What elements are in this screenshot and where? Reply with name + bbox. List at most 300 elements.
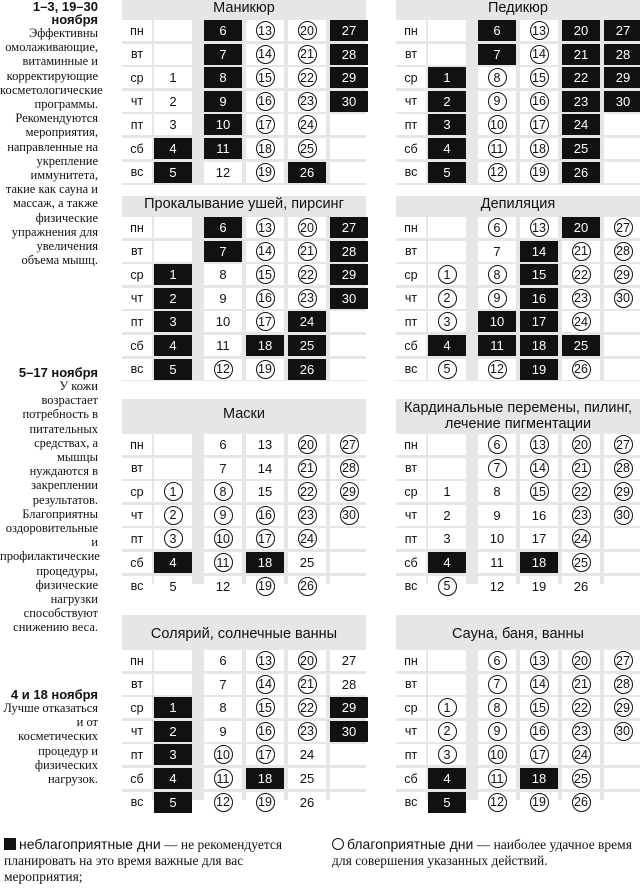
- sidebar-text: Эффективны омолаживающие, витаминные и корректирующие косметологические программы. Рекомендуются мероприятия, направленные на укрепление иммунитета, такие как сауна и массаж, а также физические упражнения для увеличения объема мышц.: [0, 26, 103, 268]
- favorable-day-circle: 14: [256, 45, 275, 64]
- day-cell: [562, 505, 600, 526]
- day-cell: 6: [204, 20, 242, 41]
- day-cell: [330, 458, 368, 479]
- calendar-panel: [396, 615, 640, 810]
- favorable-day-circle: 15: [256, 68, 275, 87]
- day-cell: [478, 162, 516, 183]
- favorable-day-circle: 23: [298, 506, 317, 525]
- favorable-day-circle: 14: [256, 242, 275, 261]
- favorable-day-circle: 28: [614, 242, 633, 261]
- favorable-day-circle: 2: [438, 722, 457, 741]
- weekday-label: ср: [396, 481, 426, 502]
- day-cell: [562, 311, 600, 332]
- day-cell: 18: [246, 768, 284, 789]
- day-cell: [246, 650, 284, 671]
- day-cell: [288, 217, 326, 238]
- empty-cell: [604, 792, 640, 813]
- day-cell: [428, 576, 466, 597]
- day-cell: 18: [246, 552, 284, 573]
- day-cell: [428, 721, 466, 742]
- favorable-day-circle: 12: [214, 793, 233, 812]
- day-cell: [288, 114, 326, 135]
- favorable-day-circle: 11: [214, 553, 233, 572]
- day-cell: [562, 481, 600, 502]
- weekday-label: вс: [396, 359, 426, 380]
- day-cell: [154, 528, 192, 549]
- day-cell: 8: [478, 481, 516, 502]
- weekday-label: сб: [122, 768, 152, 789]
- sidebar-block-2: [0, 366, 98, 635]
- favorable-day-circle: 1: [438, 265, 457, 284]
- day-cell: [246, 697, 284, 718]
- day-cell: 12: [478, 576, 516, 597]
- day-cell: 30: [330, 91, 368, 112]
- empty-cell: [428, 20, 466, 41]
- day-cell: [478, 650, 516, 671]
- favorable-day-circle: 11: [488, 769, 507, 788]
- day-cell: [246, 44, 284, 65]
- empty-cell: [154, 650, 192, 671]
- day-cell: 5: [428, 792, 466, 813]
- day-cell: [204, 552, 242, 573]
- day-cell: 25: [288, 335, 326, 356]
- favorable-day-circle: 16: [256, 506, 275, 525]
- day-cell: 26: [288, 359, 326, 380]
- day-cell: [520, 217, 558, 238]
- weekday-label: пт: [396, 114, 426, 135]
- day-cell: 14: [246, 458, 284, 479]
- favorable-day-circle: 19: [256, 793, 275, 812]
- day-cell: 4: [154, 335, 192, 356]
- day-cell: 4: [428, 335, 466, 356]
- day-cell: [428, 744, 466, 765]
- favorable-day-circle: 25: [572, 769, 591, 788]
- sidebar-block-1: [0, 0, 103, 268]
- favorable-day-circle: 11: [488, 139, 507, 158]
- empty-cell: [154, 44, 192, 65]
- favorable-day-circle: 14: [530, 459, 549, 478]
- day-cell: [562, 744, 600, 765]
- day-cell: [562, 434, 600, 455]
- day-cell: 20: [562, 20, 600, 41]
- day-cell: 27: [604, 20, 640, 41]
- day-cell: [604, 505, 640, 526]
- favorable-day-circle: 2: [438, 289, 457, 308]
- sidebar-text: У кожи возрастает потребность в питательных средствах, а мышцы нуждаются в закреплении результатов. Благоприятны оздоровительные и профилактические процедуры, физические нагрузки способствуют снижению веса.: [0, 379, 100, 635]
- day-cell: [204, 528, 242, 549]
- favorable-day-circle: 23: [572, 506, 591, 525]
- favorable-day-circle: 2: [164, 506, 183, 525]
- day-cell: 26: [288, 792, 326, 813]
- day-cell: 12: [204, 576, 242, 597]
- weekday-label: вт: [122, 458, 152, 479]
- favorable-day-circle: 23: [572, 722, 591, 741]
- day-cell: 5: [154, 162, 192, 183]
- day-cell: [246, 217, 284, 238]
- panel-title: Прокалывание ушей, пирсинг: [144, 196, 344, 212]
- day-cell: [288, 241, 326, 262]
- empty-cell: [330, 792, 368, 813]
- day-cell: [246, 241, 284, 262]
- day-cell: [288, 138, 326, 159]
- day-cell: 5: [428, 162, 466, 183]
- day-cell: 2: [154, 721, 192, 742]
- weekday-label: чт: [396, 91, 426, 112]
- day-cell: 24: [288, 311, 326, 332]
- day-cell: 28: [330, 674, 368, 695]
- favorable-day-circle: 14: [530, 675, 549, 694]
- day-cell: [478, 458, 516, 479]
- day-cell: 10: [478, 311, 516, 332]
- day-cell: 11: [478, 335, 516, 356]
- empty-cell: [428, 674, 466, 695]
- weekday-label: пт: [122, 528, 152, 549]
- favorable-day-circle: 17: [256, 312, 275, 331]
- empty-cell: [428, 458, 466, 479]
- weekday-label: вт: [396, 44, 426, 65]
- calendar-panel: [122, 196, 366, 381]
- day-cell: [478, 721, 516, 742]
- favorable-day-circle: 20: [298, 21, 317, 40]
- favorable-day-circle: 15: [530, 698, 549, 717]
- day-cell: 29: [330, 264, 368, 285]
- day-cell: [330, 481, 368, 502]
- legend-good-label: благоприятные дни: [347, 836, 474, 852]
- day-cell: [604, 721, 640, 742]
- favorable-day-circle: 10: [214, 745, 233, 764]
- favorable-day-circle: 1: [438, 698, 457, 717]
- favorable-day-circle: 28: [614, 459, 633, 478]
- weekday-label: чт: [396, 721, 426, 742]
- day-cell: [288, 576, 326, 597]
- day-cell: 2: [428, 505, 466, 526]
- favorable-day-circle: 21: [572, 242, 591, 261]
- day-cell: 25: [288, 552, 326, 573]
- legend-bad-label: неблагоприятные дни: [19, 836, 161, 852]
- weekday-label: пт: [122, 311, 152, 332]
- favorable-day-circle: 15: [530, 68, 549, 87]
- weekday-label: чт: [396, 288, 426, 309]
- favorable-day-circle: 14: [530, 45, 549, 64]
- day-cell: 24: [288, 744, 326, 765]
- favorable-day-circle: 21: [298, 242, 317, 261]
- favorable-day-circle: 12: [214, 360, 233, 379]
- favorable-day-circle: 19: [530, 163, 549, 182]
- day-cell: [604, 264, 640, 285]
- favorable-day-circle: 16: [256, 289, 275, 308]
- day-cell: [478, 697, 516, 718]
- favorable-day-circle: 13: [256, 21, 275, 40]
- panel-title: Кардинальные перемены, пилинг, лечение пигментации: [403, 400, 633, 432]
- favorable-day-circle: 26: [572, 793, 591, 812]
- empty-cell: [604, 138, 640, 159]
- favorable-day-circle: 30: [614, 722, 633, 741]
- empty-cell: [604, 552, 640, 573]
- favorable-day-circle: 22: [572, 265, 591, 284]
- day-cell: [204, 481, 242, 502]
- favorable-day-circle: 8: [214, 482, 233, 501]
- empty-cell: [330, 162, 368, 183]
- favorable-day-circle: 26: [298, 577, 317, 596]
- day-cell: 1: [428, 481, 466, 502]
- day-cell: 15: [246, 481, 284, 502]
- weekday-label: пн: [396, 20, 426, 41]
- day-cell: [478, 217, 516, 238]
- calendar-panel: [396, 196, 640, 381]
- weekday-label: вт: [396, 674, 426, 695]
- day-cell: [428, 264, 466, 285]
- weekday-label: сб: [122, 552, 152, 573]
- favorable-day-circle: 27: [614, 435, 633, 454]
- weekday-label: вт: [396, 458, 426, 479]
- favorable-day-circle: 6: [488, 218, 507, 237]
- weekday-label: ср: [122, 264, 152, 285]
- day-cell: [604, 241, 640, 262]
- day-cell: [288, 481, 326, 502]
- weekday-label: вс: [396, 576, 426, 597]
- day-cell: [204, 744, 242, 765]
- weekday-label: сб: [396, 552, 426, 573]
- day-cell: 3: [154, 114, 192, 135]
- empty-cell: [330, 311, 368, 332]
- calendar-panel: [122, 615, 366, 810]
- favorable-day-circle: 7: [488, 459, 507, 478]
- day-cell: 16: [520, 288, 558, 309]
- favorable-day-circle: 19: [256, 163, 275, 182]
- day-cell: 28: [330, 44, 368, 65]
- favorable-day-circle: 29: [614, 482, 633, 501]
- favorable-day-circle: 24: [572, 312, 591, 331]
- favorable-day-circle: 10: [488, 745, 507, 764]
- day-cell: 25: [562, 335, 600, 356]
- day-cell: 27: [330, 217, 368, 238]
- day-cell: 13: [246, 434, 284, 455]
- day-cell: [562, 650, 600, 671]
- empty-cell: [330, 576, 368, 597]
- favorable-day-circle: 8: [488, 265, 507, 284]
- day-cell: [428, 288, 466, 309]
- day-cell: [246, 114, 284, 135]
- favorable-day-circle: 9: [214, 506, 233, 525]
- weekday-label: пн: [122, 217, 152, 238]
- day-cell: [288, 20, 326, 41]
- day-cell: [562, 359, 600, 380]
- day-cell: 22: [562, 67, 600, 88]
- day-cell: 11: [478, 552, 516, 573]
- day-cell: 24: [562, 114, 600, 135]
- favorable-day-circle: 5: [438, 360, 457, 379]
- favorable-day-circle: 24: [572, 529, 591, 548]
- empty-cell: [604, 528, 640, 549]
- favorable-day-circle: 27: [614, 651, 633, 670]
- day-cell: 15: [520, 264, 558, 285]
- favorable-day-circle: 27: [340, 435, 359, 454]
- day-cell: [562, 768, 600, 789]
- day-cell: [204, 359, 242, 380]
- favorable-day-circle: 16: [530, 722, 549, 741]
- weekday-label: пн: [122, 20, 152, 41]
- day-cell: [246, 505, 284, 526]
- day-cell: [288, 91, 326, 112]
- day-cell: [604, 458, 640, 479]
- favorable-day-circle: 8: [488, 68, 507, 87]
- day-cell: [246, 576, 284, 597]
- day-cell: [604, 697, 640, 718]
- favorable-day-circle: 13: [256, 651, 275, 670]
- day-cell: [288, 528, 326, 549]
- favorable-day-circle: 13: [256, 218, 275, 237]
- weekday-label: вт: [396, 241, 426, 262]
- favorable-day-circle: 30: [614, 289, 633, 308]
- day-cell: [520, 20, 558, 41]
- favorable-day-circle: 24: [298, 115, 317, 134]
- day-cell: [246, 744, 284, 765]
- day-cell: [478, 91, 516, 112]
- empty-cell: [604, 162, 640, 183]
- empty-cell: [428, 434, 466, 455]
- day-cell: 11: [204, 335, 242, 356]
- favorable-day-circle: 9: [488, 722, 507, 741]
- day-cell: 17: [520, 311, 558, 332]
- empty-cell: [604, 114, 640, 135]
- day-cell: 17: [520, 528, 558, 549]
- day-cell: 25: [288, 768, 326, 789]
- sidebar-text: Лучше отказаться и от косметических процедур и физических нагрузок.: [3, 701, 98, 787]
- favorable-day-circle: 29: [614, 265, 633, 284]
- day-cell: 18: [520, 335, 558, 356]
- empty-cell: [604, 335, 640, 356]
- legend: [0, 826, 640, 893]
- day-cell: 3: [428, 528, 466, 549]
- weekday-label: сб: [122, 335, 152, 356]
- weekday-label: вс: [122, 792, 152, 813]
- day-cell: [246, 359, 284, 380]
- day-cell: 7: [204, 241, 242, 262]
- day-cell: 2: [428, 91, 466, 112]
- favorable-day-circle: 24: [298, 529, 317, 548]
- day-cell: 25: [562, 138, 600, 159]
- day-cell: 26: [288, 162, 326, 183]
- favorable-day-circle: 19: [530, 793, 549, 812]
- day-cell: [246, 528, 284, 549]
- favorable-day-circle: 15: [530, 482, 549, 501]
- favorable-day-circle: 18: [530, 139, 549, 158]
- day-cell: [604, 288, 640, 309]
- day-cell: [246, 20, 284, 41]
- weekday-label: чт: [122, 288, 152, 309]
- empty-cell: [604, 576, 640, 597]
- day-cell: [288, 434, 326, 455]
- circle-icon: [332, 838, 344, 850]
- favorable-day-circle: 25: [298, 139, 317, 158]
- weekday-label: чт: [122, 721, 152, 742]
- day-cell: [520, 434, 558, 455]
- day-cell: 29: [330, 697, 368, 718]
- favorable-day-circle: 24: [572, 745, 591, 764]
- favorable-day-circle: 22: [572, 482, 591, 501]
- day-cell: [562, 697, 600, 718]
- favorable-day-circle: 8: [488, 698, 507, 717]
- day-cell: [246, 311, 284, 332]
- day-cell: 4: [154, 768, 192, 789]
- day-cell: [604, 650, 640, 671]
- favorable-day-circle: 21: [298, 675, 317, 694]
- day-cell: 7: [204, 458, 242, 479]
- favorable-day-circle: 27: [614, 218, 633, 237]
- favorable-day-circle: 21: [298, 45, 317, 64]
- weekday-label: ср: [396, 67, 426, 88]
- favorable-day-circle: 16: [256, 92, 275, 111]
- day-cell: [520, 162, 558, 183]
- day-cell: 29: [604, 67, 640, 88]
- favorable-day-circle: 29: [340, 482, 359, 501]
- day-cell: 18: [520, 552, 558, 573]
- favorable-day-circle: 20: [572, 651, 591, 670]
- favorable-day-circle: 29: [614, 698, 633, 717]
- day-cell: [478, 359, 516, 380]
- weekday-label: пт: [122, 114, 152, 135]
- day-cell: [204, 768, 242, 789]
- weekday-label: чт: [122, 91, 152, 112]
- empty-cell: [604, 768, 640, 789]
- weekday-label: сб: [396, 768, 426, 789]
- day-cell: 6: [204, 434, 242, 455]
- day-cell: [246, 674, 284, 695]
- day-cell: 11: [204, 138, 242, 159]
- favorable-day-circle: 7: [488, 675, 507, 694]
- favorable-day-circle: 15: [256, 698, 275, 717]
- favorable-day-circle: 22: [298, 698, 317, 717]
- favorable-day-circle: 12: [488, 360, 507, 379]
- favorable-day-circle: 22: [298, 68, 317, 87]
- day-cell: [330, 505, 368, 526]
- empty-cell: [154, 434, 192, 455]
- day-cell: [246, 264, 284, 285]
- day-cell: [562, 264, 600, 285]
- day-cell: 3: [154, 744, 192, 765]
- day-cell: [604, 481, 640, 502]
- favorable-day-circle: 23: [298, 92, 317, 111]
- favorable-day-circle: 17: [530, 745, 549, 764]
- favorable-day-circle: 20: [298, 435, 317, 454]
- empty-cell: [330, 359, 368, 380]
- day-cell: 27: [330, 20, 368, 41]
- day-cell: [604, 434, 640, 455]
- favorable-day-circle: 25: [572, 553, 591, 572]
- day-cell: 5: [154, 792, 192, 813]
- day-cell: [520, 458, 558, 479]
- weekday-label: чт: [396, 505, 426, 526]
- favorable-day-circle: 23: [298, 289, 317, 308]
- panel-title: Маски: [223, 406, 265, 422]
- empty-cell: [330, 528, 368, 549]
- day-cell: 9: [204, 721, 242, 742]
- day-cell: [478, 768, 516, 789]
- sidebar-block-3: [0, 688, 98, 786]
- empty-cell: [330, 768, 368, 789]
- day-cell: [520, 481, 558, 502]
- day-cell: 10: [478, 528, 516, 549]
- day-cell: [330, 434, 368, 455]
- day-cell: [520, 91, 558, 112]
- weekday-label: вс: [396, 792, 426, 813]
- empty-cell: [604, 311, 640, 332]
- day-cell: [520, 44, 558, 65]
- day-cell: [288, 264, 326, 285]
- empty-cell: [154, 217, 192, 238]
- weekday-label: пн: [122, 650, 152, 671]
- favorable-day-circle: 21: [572, 459, 591, 478]
